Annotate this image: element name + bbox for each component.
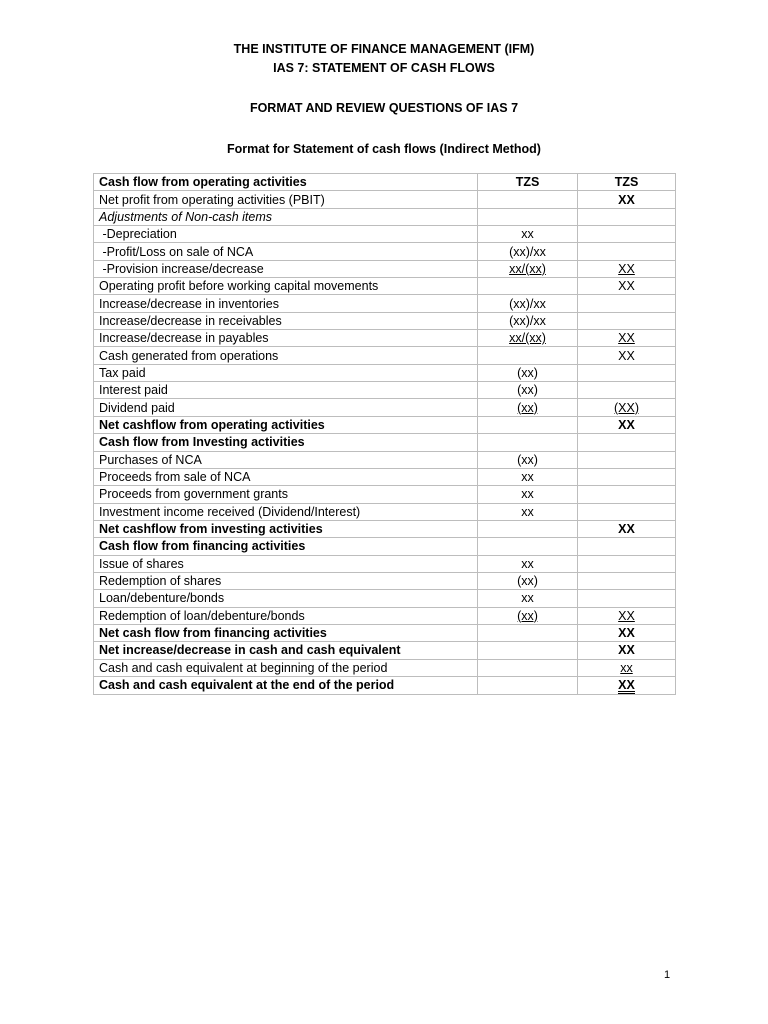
cell-value: xx (521, 227, 534, 242)
row-total-value (578, 226, 676, 243)
table-row (94, 399, 676, 416)
row-label: Adjustments of Non-cash items (94, 208, 478, 225)
row-label: Dividend paid (94, 399, 478, 416)
cash-flow-table (93, 173, 676, 695)
cell-value: XX (618, 192, 635, 207)
row-label: Cash and cash equivalent at the end of the period (94, 676, 478, 694)
row-label: -Profit/Loss on sale of NCA (94, 243, 478, 260)
row-label: Purchases of NCA (94, 451, 478, 468)
row-total-value (578, 451, 676, 468)
table-row (94, 226, 676, 243)
table-row (94, 468, 676, 485)
table-row (94, 676, 676, 694)
row-label: Cash flow from Investing activities (94, 434, 478, 451)
section-title: FORMAT AND REVIEW QUESTIONS OF IAS 7 (249, 101, 519, 115)
cell-value: (xx) (517, 400, 538, 415)
table-row (94, 191, 676, 208)
cell-value: xx/(xx) (509, 261, 546, 276)
cell-value: (xx)/xx (509, 313, 546, 328)
table-row (94, 278, 676, 295)
cell-value: XX (618, 331, 635, 346)
row-subtotal-value (478, 243, 578, 260)
row-subtotal-value (478, 434, 578, 451)
cell-value: (xx) (517, 452, 538, 467)
row-label: Net profit from operating activities (PBIT) (94, 191, 478, 208)
row-subtotal-value (478, 174, 578, 191)
row-subtotal-value (478, 312, 578, 329)
row-total-value (578, 468, 676, 485)
row-subtotal-value (478, 486, 578, 503)
document-title: IAS 7: STATEMENT OF CASH FLOWS (273, 61, 495, 75)
table-row (94, 260, 676, 277)
row-subtotal-value (478, 555, 578, 572)
row-total-value (578, 590, 676, 607)
row-label: Net cashflow from operating activities (94, 416, 478, 433)
row-subtotal-value (478, 278, 578, 295)
row-label: Loan/debenture/bonds (94, 590, 478, 607)
table-row (94, 174, 676, 191)
cell-value: XX (618, 417, 635, 432)
cell-value: (xx) (517, 574, 538, 589)
row-label: Tax paid (94, 364, 478, 381)
row-subtotal-value (478, 226, 578, 243)
cell-value: XX (618, 261, 635, 276)
row-subtotal-value (478, 520, 578, 537)
cell-value: (xx) (517, 365, 538, 380)
row-total-value (578, 278, 676, 295)
table-row (94, 451, 676, 468)
row-total-value (578, 486, 676, 503)
row-subtotal-value (478, 590, 578, 607)
table-row (94, 642, 676, 659)
row-subtotal-value (478, 451, 578, 468)
row-total-value (578, 174, 676, 191)
cell-value: XX (618, 279, 635, 294)
cell-value: xx (620, 660, 633, 675)
table-row (94, 503, 676, 520)
row-label: Investment income received (Dividend/Interest) (94, 503, 478, 520)
row-total-value (578, 243, 676, 260)
cell-value: (XX) (614, 400, 639, 415)
row-subtotal-value (478, 676, 578, 694)
row-total-value (578, 347, 676, 364)
table-row (94, 555, 676, 572)
row-subtotal-value (478, 347, 578, 364)
row-total-value (578, 624, 676, 641)
row-subtotal-value (478, 260, 578, 277)
row-label: -Depreciation (94, 226, 478, 243)
row-subtotal-value (478, 364, 578, 381)
table-row (94, 434, 676, 451)
row-label: Cash generated from operations (94, 347, 478, 364)
row-subtotal-value (478, 295, 578, 312)
row-subtotal-value (478, 503, 578, 520)
row-total-value (578, 659, 676, 676)
row-label: Cash flow from operating activities (94, 174, 478, 191)
table-row (94, 312, 676, 329)
table-row (94, 364, 676, 381)
table-row (94, 572, 676, 589)
row-label: Cash flow from financing activities (94, 538, 478, 555)
row-subtotal-value (478, 399, 578, 416)
row-label: Net increase/decrease in cash and cash equivalent (94, 642, 478, 659)
cell-value: (xx) (517, 608, 538, 623)
row-label: Redemption of shares (94, 572, 478, 589)
row-total-value (578, 364, 676, 381)
cell-value: xx (521, 556, 534, 571)
row-label: Increase/decrease in inventories (94, 295, 478, 312)
table-row (94, 243, 676, 260)
cell-value: XX (618, 677, 635, 692)
row-label: Net cash flow from financing activities (94, 624, 478, 641)
cell-value: XX (618, 522, 635, 537)
row-subtotal-value (478, 572, 578, 589)
row-total-value (578, 295, 676, 312)
cell-value: TZS (515, 175, 540, 190)
row-total-value (578, 191, 676, 208)
table-row (94, 382, 676, 399)
row-subtotal-value (478, 191, 578, 208)
row-total-value (578, 538, 676, 555)
row-total-value (578, 434, 676, 451)
cell-value: xx/(xx) (509, 331, 546, 346)
row-subtotal-value (478, 416, 578, 433)
table-row (94, 486, 676, 503)
row-subtotal-value (478, 208, 578, 225)
row-total-value (578, 312, 676, 329)
row-total-value (578, 416, 676, 433)
row-total-value (578, 503, 676, 520)
row-label: Redemption of loan/debenture/bonds (94, 607, 478, 624)
table-row (94, 590, 676, 607)
cell-value: xx (521, 504, 534, 519)
row-subtotal-value (478, 538, 578, 555)
row-label: Increase/decrease in payables (94, 330, 478, 347)
row-subtotal-value (478, 607, 578, 624)
table-row (94, 659, 676, 676)
table-caption: Format for Statement of cash flows (Indirect Method) (227, 142, 541, 156)
row-total-value (578, 208, 676, 225)
row-subtotal-value (478, 468, 578, 485)
cell-value: XX (618, 348, 635, 363)
row-total-value (578, 399, 676, 416)
row-total-value (578, 555, 676, 572)
cell-value: TZS (614, 175, 639, 190)
cell-value: (xx) (517, 383, 538, 398)
table-row (94, 624, 676, 641)
row-total-value (578, 520, 676, 537)
cell-value: xx (521, 470, 534, 485)
row-subtotal-value (478, 642, 578, 659)
row-label: Net cashflow from investing activities (94, 520, 478, 537)
table-row (94, 538, 676, 555)
institution-title: THE INSTITUTE OF FINANCE MANAGEMENT (IFM) (233, 42, 535, 56)
row-total-value (578, 572, 676, 589)
row-total-value (578, 642, 676, 659)
row-total-value (578, 607, 676, 624)
table-row (94, 347, 676, 364)
cell-value: xx (521, 487, 534, 502)
cell-value: (xx)/xx (509, 244, 546, 259)
table-row (94, 208, 676, 225)
row-label: -Provision increase/decrease (94, 260, 478, 277)
row-label: Operating profit before working capital movements (94, 278, 478, 295)
row-label: Cash and cash equivalent at beginning of the period (94, 659, 478, 676)
table-row (94, 295, 676, 312)
table-row (94, 416, 676, 433)
table-row (94, 520, 676, 537)
row-label: Interest paid (94, 382, 478, 399)
page-number: 1 (664, 969, 671, 981)
row-total-value (578, 676, 676, 694)
row-subtotal-value (478, 624, 578, 641)
cell-value: XX (618, 626, 635, 641)
row-total-value (578, 260, 676, 277)
cell-value: XX (618, 643, 635, 658)
row-total-value (578, 330, 676, 347)
table-row (94, 607, 676, 624)
row-subtotal-value (478, 659, 578, 676)
row-label: Issue of shares (94, 555, 478, 572)
cell-value: (xx)/xx (509, 296, 546, 311)
cell-value: XX (618, 608, 635, 623)
row-label: Proceeds from sale of NCA (94, 468, 478, 485)
row-label: Increase/decrease in receivables (94, 312, 478, 329)
row-subtotal-value (478, 382, 578, 399)
table-row (94, 330, 676, 347)
row-label: Proceeds from government grants (94, 486, 478, 503)
row-total-value (578, 382, 676, 399)
row-subtotal-value (478, 330, 578, 347)
cell-value: xx (521, 591, 534, 606)
